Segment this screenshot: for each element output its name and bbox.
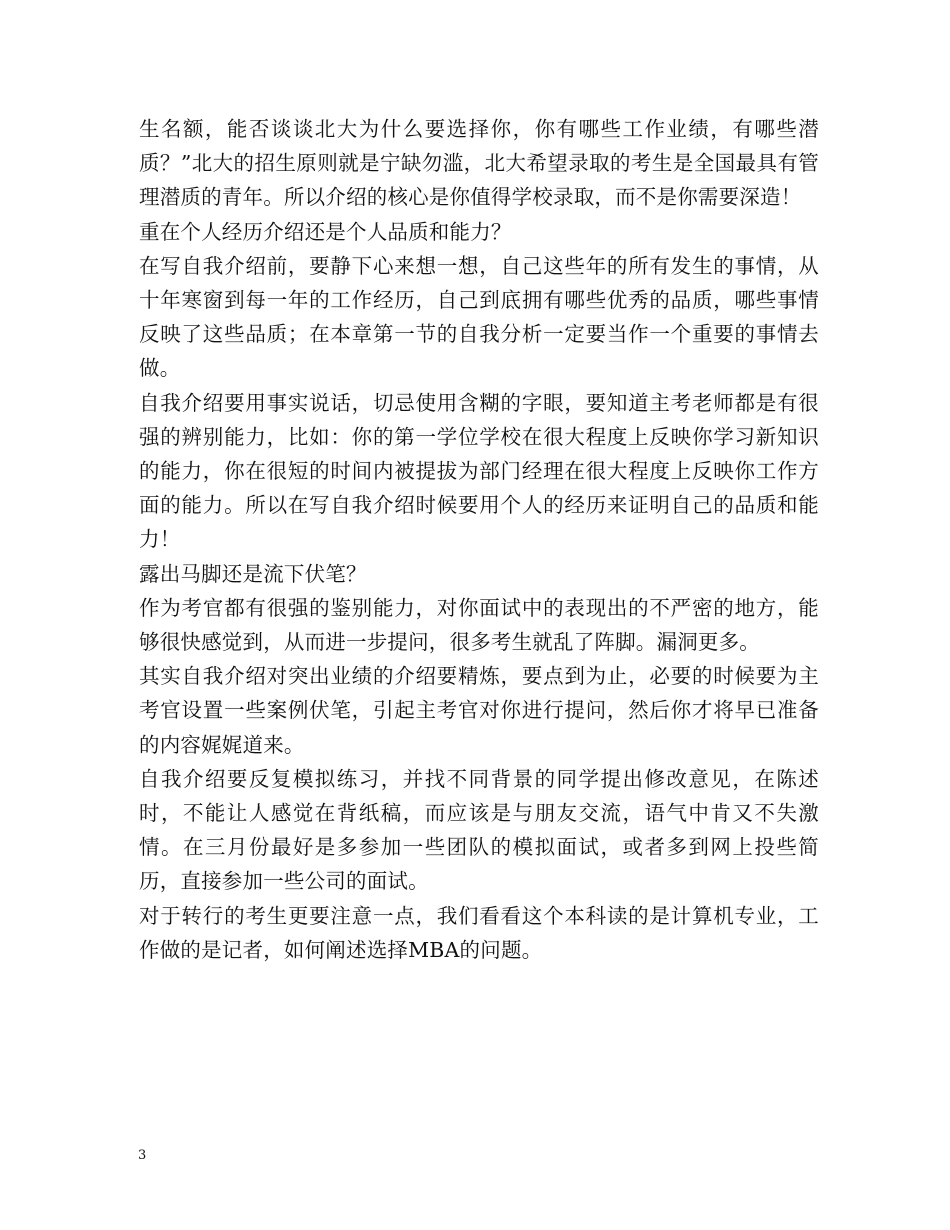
paragraph: 对于转行的考生更要注意一点，我们看看这个本科读的是计算机专业，工作做的是记者，如何阐述选择MBA的问题。 <box>139 903 819 962</box>
section-heading: 露出马脚还是流下伏笔？ <box>139 561 367 586</box>
paragraph: 自我介绍要用事实说话，切忌使用含糊的字眼，要知道主考老师都是有很强的辨别能力，比如：你的第一学位学校在很大程度上反映你学习新知识的能力，你在很短的时间内被提拔为部门经理在很大程度上反映你工作方面的能力。所以在写自我介绍时候要用个人的经历来证明自己的品质和能力！ <box>139 390 819 552</box>
paragraph: 作为考官都有很强的鉴别能力，对你面试中的表现出的不严密的地方，能够很快感觉到，从而进一步提问，很多考生就乱了阵脚。漏洞更多。 <box>139 595 819 655</box>
section-heading: 重在个人经历介绍还是个人品质和能力？ <box>139 219 512 244</box>
page-number: 3 <box>138 1148 147 1163</box>
paragraph: 自我介绍要反复模拟练习，并找不同背景的同学提出修改意见，在陈述时，不能让人感觉在背纸稿，而应该是与朋友交流，语气中肯又不失激情。在三月份最好是多参加一些团队的模拟面试，或者多到网上投些简历，直接参加一些公司的面试。 <box>139 766 819 894</box>
paragraph: 在写自我介绍前，要静下心来想一想，自己这些年的所有发生的事情，从十年寒窗到每一年的工作经历，自己到底拥有哪些优秀的品质，哪些事情反映了这些品质；在本章第一节的自我分析一定要当作一个重要的事情去做。 <box>139 253 819 381</box>
paragraph: 生名额，能否谈谈北大为什么要选择你，你有哪些工作业绩，有哪些潜质？”北大的招生原则就是宁缺勿滥，北大希望录取的考生是全国最具有管理潜质的青年。所以介绍的核心是你值得学校录取，而不是你需要深造！ <box>139 117 819 210</box>
body-text <box>139 112 819 967</box>
paragraph: 其实自我介绍对突出业绩的介绍要精炼，要点到为止，必要的时候要为主考官设置一些案例伏笔，引起主考官对你进行提问，然后你才将早已准备的内容娓娓道来。 <box>139 664 819 757</box>
